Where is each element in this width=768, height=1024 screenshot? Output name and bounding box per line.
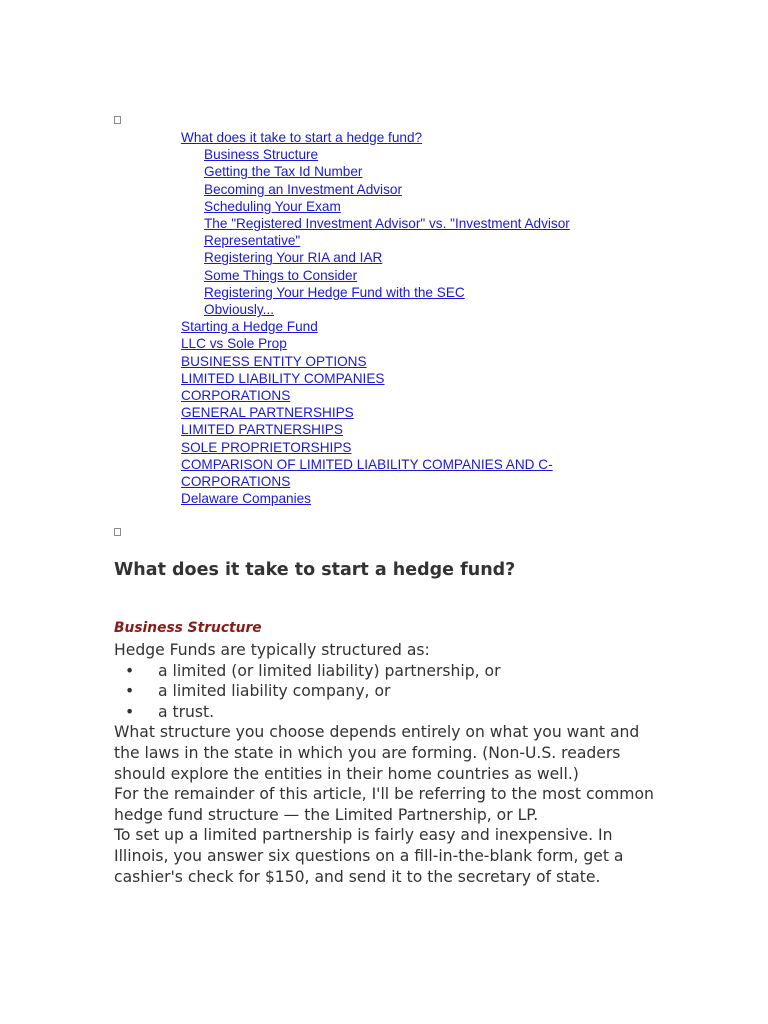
toc-link[interactable]: LIMITED PARTNERSHIPS [181, 422, 343, 438]
toc-link[interactable]: LIMITED LIABILITY COMPANIES [181, 370, 385, 386]
bullet-icon: • [125, 682, 135, 701]
list-item [114, 661, 654, 682]
toc-item [181, 215, 621, 249]
toc-link[interactable]: Business Structure [204, 147, 319, 163]
toc-item [181, 490, 621, 507]
toc-link[interactable]: COMPARISON OF LIMITED LIABILITY COMPANIES AND C-CORPORATIONS [181, 456, 553, 490]
toc-link[interactable]: What does it take to start a hedge fund? [181, 130, 423, 145]
toc-item [181, 267, 621, 284]
missing-glyph-icon [114, 528, 121, 536]
list-item-text: a trust. [158, 702, 215, 721]
toc-item [181, 387, 621, 404]
toc-item [181, 181, 621, 198]
toc-item [181, 301, 621, 318]
missing-glyph-icon [114, 116, 121, 124]
toc-item [181, 353, 621, 370]
toc-link[interactable]: Registering Your RIA and IAR [204, 250, 383, 266]
bullet-icon: • [125, 702, 135, 721]
toc-link[interactable]: GENERAL PARTNERSHIPS [181, 405, 354, 421]
toc-link[interactable]: Delaware Companies [181, 491, 311, 507]
toc-item [181, 284, 621, 301]
list-item [114, 702, 654, 723]
toc-link[interactable]: The "Registered Investment Advisor" vs. "Investment Advisor Representative" [204, 216, 570, 249]
article-title: What does it take to start a hedge fund? [114, 560, 516, 580]
toc-item [181, 404, 621, 421]
toc-link[interactable]: SOLE PROPRIETORSHIPS [181, 439, 352, 455]
toc-link[interactable]: Obviously... [204, 302, 275, 318]
paragraph: To set up a limited partnership is fairly easy and inexpensive. In Illinois, you answer six questions on a fill-in-the-blank form, get a cashier's check for $150, and send it to the secretary of state. [114, 826, 624, 886]
toc-item [181, 456, 621, 490]
toc-item [181, 163, 621, 180]
toc-link[interactable]: Starting a Hedge Fund [181, 319, 318, 335]
toc-item [181, 146, 621, 163]
table-of-contents [181, 129, 621, 507]
toc-item [181, 370, 621, 387]
bullet-icon: • [125, 661, 135, 680]
toc-link[interactable]: Some Things to Consider [204, 267, 358, 283]
toc-item [181, 249, 621, 266]
toc-item [181, 439, 621, 456]
paragraph: For the remainder of this article, I'll be referring to the most common hedge fund structure — the Limited Partnership, or LP. [114, 785, 654, 824]
list-item-text: a limited (or limited liability) partnership, or [158, 661, 501, 680]
intro-paragraph: Hedge Funds are typically structured as: [114, 641, 430, 659]
list-item [114, 681, 654, 702]
toc-link[interactable]: Becoming an Investment Advisor [204, 181, 402, 197]
toc-link[interactable]: Registering Your Hedge Fund with the SEC [204, 284, 465, 300]
article-body [114, 640, 654, 887]
list-item-text: a limited liability company, or [158, 682, 391, 701]
toc-link[interactable]: Getting the Tax Id Number [204, 164, 363, 180]
section-title: Business Structure [114, 620, 262, 636]
toc-item [181, 198, 621, 215]
toc-item [181, 129, 621, 146]
paragraph: What structure you choose depends entirely on what you want and the laws in the state in which you are forming. (Non-U.S. readers should explore the entities in their home countries as well.) [114, 723, 640, 783]
toc-link[interactable]: LLC vs Sole Prop [181, 336, 287, 352]
structure-list [114, 661, 654, 723]
toc-link[interactable]: BUSINESS ENTITY OPTIONS [181, 353, 367, 369]
toc-link[interactable]: Scheduling Your Exam [204, 198, 341, 214]
toc-link[interactable]: CORPORATIONS [181, 388, 291, 404]
toc-item [181, 318, 621, 335]
toc-item [181, 421, 621, 438]
toc-item [181, 335, 621, 352]
